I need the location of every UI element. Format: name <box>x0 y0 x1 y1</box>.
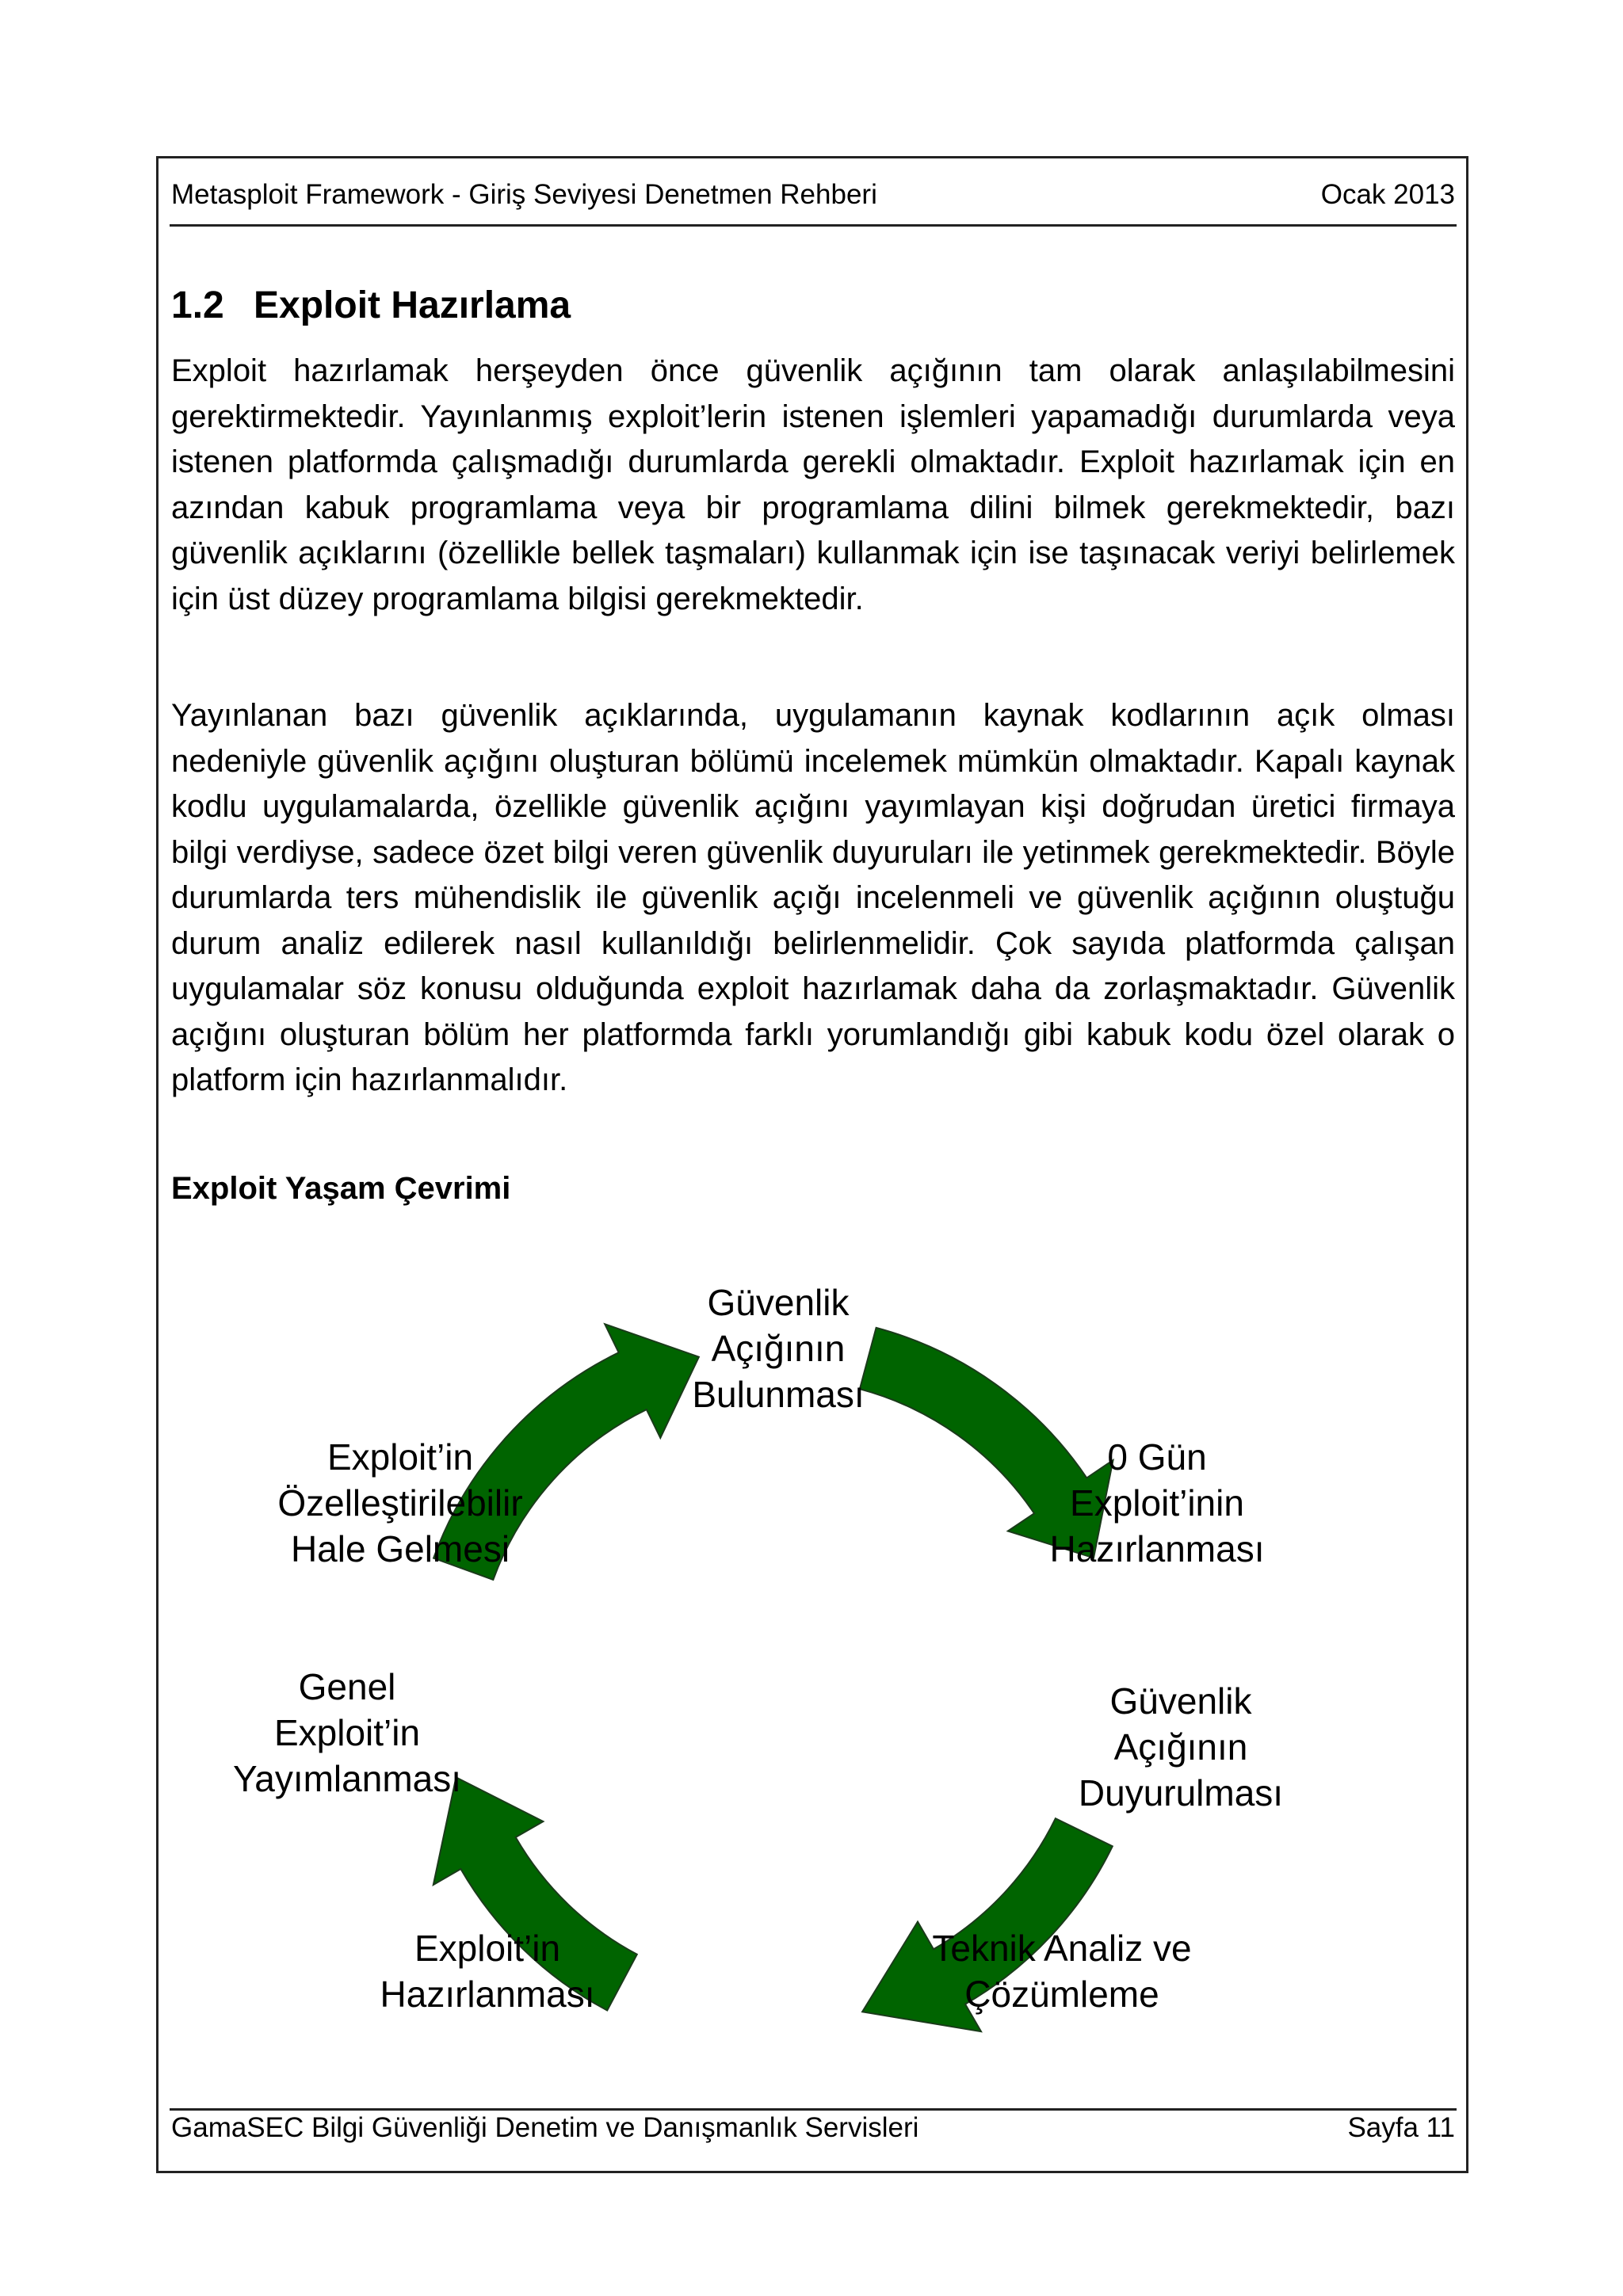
footer-divider <box>170 2108 1457 2111</box>
section-number: 1.2 <box>171 284 224 326</box>
stage-zero-day-exploit: 0 Gün Exploit’inin Hazırlanması <box>1049 1436 1265 1569</box>
stage-general-exploit-release: Genel Exploit’in Yayımlanması <box>232 1666 462 1799</box>
footer-company: GamaSEC Bilgi Güvenliği Denetim ve Danışmanlık Servisleri <box>171 2112 919 2143</box>
header-date: Ocak 2013 <box>1320 179 1455 210</box>
stage-vulnerability-announcement: Güvenlik Açığının Duyurulması <box>1078 1680 1284 1814</box>
stage-exploit-preparation: Exploit’in Hazırlanması <box>380 1928 595 2015</box>
section-title: Exploit Hazırlama <box>254 284 571 326</box>
stage-vulnerability-discovery: Güvenlik Açığının Bulunması <box>692 1282 865 1415</box>
stage-exploit-customizable: Exploit’in Özelleştirilebilir Hale Gelmesi <box>277 1436 523 1569</box>
paragraph-2: Yayınlanan bazı güvenlik açıklarında, uygulamanın kaynak kodlarının açık olması nedeniyle güvenlik açığını oluşturan bölümü incelemek mümkün olmaktadır. Kapalı kaynak kodlu uygulamalarda, özellikle güvenlik açığını yayımlayan kişi doğrudan üretici firmaya bilgi verdiyse, sadece özet bilgi veren güvenlik duyuruları ile yetinmek gerekmektedir. Böyle durumlarda ters mühendislik ile güvenlik açığı incelenmeli ve güvenlik açığının oluştuğu durum analiz edilerek nasıl kullanıldığı belirlenmelidir. Çok sayıda platformda çalışan uygulamalar söz konusu olduğunda exploit hazırlamak daha da zorlaşmaktadır. Güvenlik açığını oluşturan bölüm her platformda farklı yorumlandığı gibi kabuk kodu özel olarak o platform için hazırlanmalıdır. <box>171 698 1455 1097</box>
paragraph-1: Exploit hazırlamak herşeyden önce güvenlik açığının tam olarak anlaşılabilmesini gerektirmektedir. Yayınlanmış exploit’lerin istenen işlemleri yapamadığı durumlarda veya istenen platformda çalışmadığı durumlarda gerekli olmaktadır. Exploit hazırlamak için en azından kabuk programlama veya bir programlama dilini bilmek gerekmektedir, bazı güvenlik açıklarını (özellikle bellek taşmaları) kullanmak için ise taşınacak veriyi belirlemek için üst düzey programlama bilgisi gerekmektedir. <box>171 353 1455 616</box>
diagram-heading: Exploit Yaşam Çevrimi <box>171 1171 511 1206</box>
stage-technical-analysis: Teknik Analiz ve Çözümleme <box>932 1928 1192 2015</box>
header-title: Metasploit Framework - Giriş Seviyesi Denetmen Rehberi <box>171 179 877 210</box>
footer-page-number: Sayfa 11 <box>1347 2112 1455 2143</box>
page-footer <box>171 2112 1455 2144</box>
